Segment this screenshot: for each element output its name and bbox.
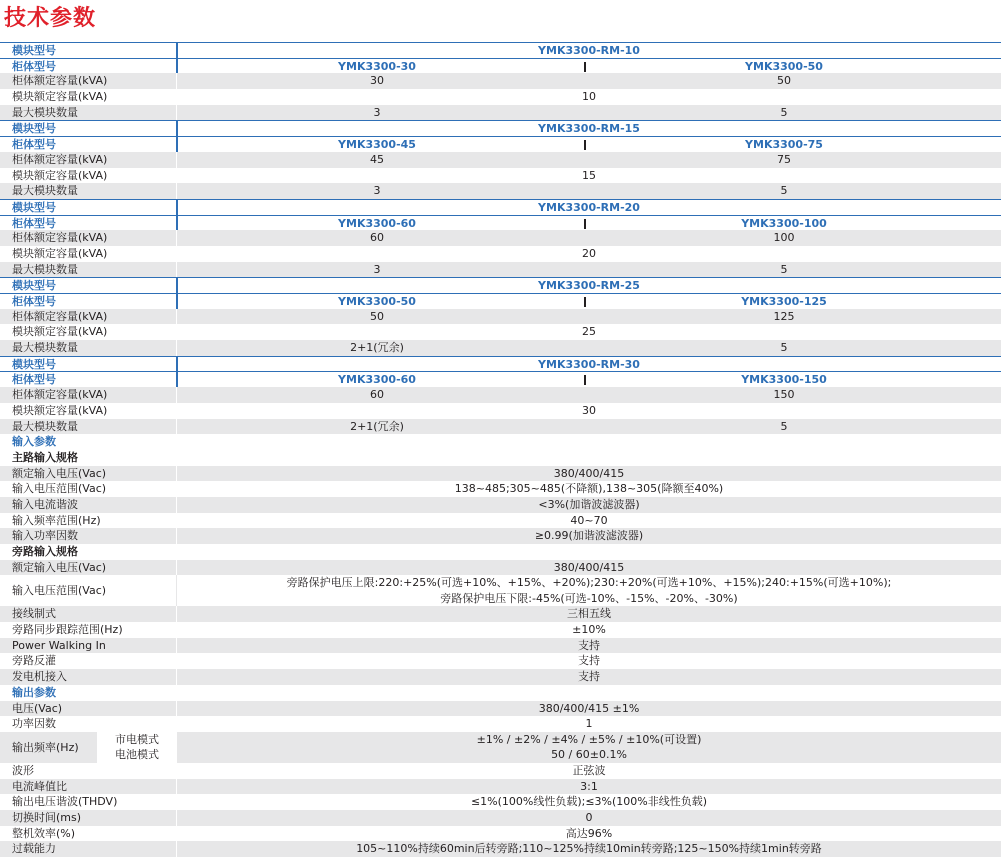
mains-mode-label: 市电模式 [115,732,159,746]
cabinet-model-label: 柜体型号 [12,59,56,73]
table-row [0,481,1001,497]
table-row [0,638,1001,654]
cabinet-capacity-right: 150 [773,388,795,402]
max-modules-right: 5 [780,419,788,433]
cabinet-model-label: 柜体型号 [12,138,56,152]
table-row [0,466,1001,482]
table-row [0,560,1001,576]
row-label: 接线制式 [12,607,56,621]
table-row [0,528,1001,544]
table-row [0,262,1001,278]
row-label: 发电机接入 [12,670,67,684]
row-value: 支持 [578,638,600,652]
row-label: 功率因数 [12,717,56,731]
row-value: 支持 [578,670,600,684]
row-value: <3%(加谐波滤波器) [538,497,640,511]
row-label: 额定输入电压(Vac) [12,466,107,480]
row-label: 模块额定容量(kVA) [12,246,108,260]
row-label: 输出电压谐波(THDV) [12,795,118,809]
cabinet-model-row [0,58,1001,74]
row-label: 电流峰值比 [12,779,67,793]
page-title: 技术参数 [4,6,97,31]
table-row [0,606,1001,622]
max-modules-left: 2+1(冗余) [350,341,404,355]
row-value: 1 [585,717,593,731]
row-value: 三相五线 [567,607,611,621]
max-modules-right: 5 [780,341,788,355]
module-model-label: 模块型号 [12,279,56,293]
cabinet-capacity-right: 125 [773,309,795,323]
output-heading: 输出参数 [12,685,56,699]
module-model-row [0,42,1001,58]
table-row [0,183,1001,199]
table-row [0,841,1001,857]
row-value: 支持 [578,654,600,668]
subsection-heading-main [0,450,1001,466]
table-row [0,794,1001,810]
table-row [0,105,1001,121]
cabinet-model-row [0,136,1001,152]
cabinet-model-right: YMK3300-125 [741,295,827,308]
cabinet-model-left: YMK3300-45 [338,138,416,152]
row-label: 模块额定容量(kVA) [12,403,108,417]
cabinet-model-label: 柜体型号 [12,373,56,387]
row-value: 40~70 [570,513,608,527]
cabinet-model-right: YMK3300-100 [741,216,827,230]
table-row [0,403,1001,419]
table-row [0,89,1001,105]
row-value: 380/400/415 ±1% [538,701,640,715]
max-modules-right: 5 [780,105,788,119]
cabinet-model-row [0,293,1001,309]
cabinet-model-row [0,215,1001,231]
cabinet-model-left: YMK3300-60 [338,216,416,230]
module-model-value: YMK3300-RM-30 [538,357,640,371]
cabinet-capacity-right: 75 [777,152,791,166]
row-value: 105~110%持续60min后转旁路;110~125%持续10min转旁路;125~150%持续1min转旁路 [356,842,822,856]
module-model-row [0,356,1001,372]
row-label: 波形 [12,763,34,777]
output-frequency-row [0,732,1001,763]
max-modules-left: 3 [373,184,381,198]
section-heading-input [0,434,1001,450]
row-label: 电压(Vac) [12,701,63,715]
table-row [0,653,1001,669]
table-row [0,701,1001,717]
row-label: 输出频率(Hz) [12,740,79,754]
row-label: 模块额定容量(kVA) [12,168,108,182]
row-label: 最大模块数量 [12,341,78,355]
cabinet-model-left: YMK3300-50 [338,295,416,308]
row-value: 3:1 [580,779,598,793]
cabinet-capacity-left: 50 [370,309,384,323]
table-row [0,575,1001,606]
row-label: Power Walking In [12,638,106,652]
table-row [0,387,1001,403]
section-heading-output [0,685,1001,701]
battery-mode-label: 电池模式 [115,748,159,762]
bypass-input-rows [0,606,1001,684]
row-label: 整机效率(%) [12,826,76,840]
table-row [0,622,1001,638]
input-heading: 输入参数 [12,435,56,449]
row-label: 柜体额定容量(kVA) [12,74,108,88]
module-model-row [0,120,1001,136]
module-model-row [0,277,1001,293]
battery-mode-value: 50 / 60±0.1% [551,748,627,762]
module-model-value: YMK3300-RM-20 [538,200,640,214]
table-row [0,779,1001,795]
cabinet-model-label: 柜体型号 [12,295,56,308]
row-value: 380/400/415 [553,560,625,574]
row-label: 柜体额定容量(kVA) [12,152,108,166]
row-label: 输入电流谐波 [12,497,78,511]
row-label: 最大模块数量 [12,262,78,276]
model-groups [0,42,1001,434]
module-capacity-value: 15 [582,168,596,182]
table-row [0,810,1001,826]
row-label: 过载能力 [12,842,56,856]
table-row [0,497,1001,513]
output-rows [0,763,1001,857]
row-label: 柜体额定容量(kVA) [12,388,108,402]
cabinet-capacity-left: 45 [370,152,384,166]
module-capacity-value: 30 [582,403,596,417]
main-input-heading: 主路输入规格 [12,450,78,464]
module-model-label: 模块型号 [12,200,56,214]
main-input-rows [0,466,1001,544]
cabinet-model-right: YMK3300-75 [745,138,823,152]
module-model-label: 模块型号 [12,122,56,136]
max-modules-left: 2+1(冗余) [350,419,404,433]
row-label: 输入功率因数 [12,529,78,543]
table-row [0,324,1001,340]
max-modules-left: 3 [373,105,381,119]
module-model-row [0,199,1001,215]
row-value [177,575,1001,606]
table-row [0,669,1001,685]
row-label: 旁路同步跟踪范围(Hz) [12,623,123,637]
row-label: 模块额定容量(kVA) [12,325,108,339]
row-value: ±10% [572,623,606,637]
row-label: 柜体额定容量(kVA) [12,309,108,323]
table-row [0,763,1001,779]
cabinet-model-right: YMK3300-50 [745,59,823,73]
max-modules-right: 5 [780,262,788,276]
table-row [0,73,1001,89]
module-capacity-value: 10 [582,90,596,104]
max-modules-right: 5 [780,184,788,198]
spec-table [0,42,1001,857]
row-value: ≥0.99(加谐波滤波器) [534,529,644,543]
table-row [0,826,1001,842]
cabinet-capacity-left: 30 [370,74,384,88]
row-label: 最大模块数量 [12,184,78,198]
mains-mode-value: ±1% / ±2% / ±4% / ±5% / ±10%(可设置) [476,732,702,746]
cabinet-capacity-left: 60 [370,388,384,402]
row-value [177,732,1001,763]
subsection-heading-bypass [0,544,1001,560]
bypass-range-line2: 旁路保护电压下限:-45%(可选-10%、-15%、-20%、-30%) [440,591,738,605]
row-value: 380/400/415 [553,466,625,480]
table-row [0,246,1001,262]
cabinet-capacity-right: 100 [773,231,795,245]
module-model-value: YMK3300-RM-25 [538,279,640,293]
module-capacity-value: 25 [582,325,596,339]
module-model-value: YMK3300-RM-10 [538,44,640,57]
table-row [0,716,1001,732]
table-row [0,419,1001,435]
row-label: 额定输入电压(Vac) [12,560,107,574]
table-row [0,513,1001,529]
table-row [0,309,1001,325]
cabinet-model-right: YMK3300-150 [741,373,827,387]
row-value: ≤1%(100%线性负载);≤3%(100%非线性负载) [470,795,708,809]
bypass-range-line1: 旁路保护电压上限:220:+25%(可选+10%、+15%、+20%);230:+20%(可选+10%、+15%);240:+15%(可选+10%); [286,576,892,590]
cabinet-model-row [0,371,1001,387]
row-label: 输入电压范围(Vac) [12,584,107,598]
row-label: 旁路反灌 [12,654,56,668]
bypass-input-heading: 旁路输入规格 [12,545,78,558]
row-value: 正弦波 [572,763,606,777]
max-modules-left: 3 [373,262,381,276]
module-model-label: 模块型号 [12,357,56,371]
row-value: 0 [585,810,593,824]
cabinet-model-left: YMK3300-60 [338,373,416,387]
row-label: 最大模块数量 [12,419,78,433]
cabinet-model-left: YMK3300-30 [338,59,416,73]
table-row [0,230,1001,246]
row-label: 切换时间(ms) [12,810,82,824]
cabinet-capacity-right: 50 [777,74,791,88]
table-row [0,340,1001,356]
row-label: 最大模块数量 [12,105,78,119]
row-label: 输入电压范围(Vac) [12,482,107,496]
row-label: 模块额定容量(kVA) [12,90,108,104]
row-value: 138~485;305~485(不降额),138~305(降额至40%) [454,482,724,496]
row-label: 输入频率范围(Hz) [12,513,101,527]
module-model-label: 模块型号 [12,44,56,57]
cabinet-capacity-left: 60 [370,231,384,245]
row-label: 柜体额定容量(kVA) [12,231,108,245]
module-model-value: YMK3300-RM-15 [538,122,640,136]
table-row [0,152,1001,168]
table-row [0,168,1001,184]
row-value: 高达96% [565,826,613,840]
module-capacity-value: 20 [582,246,596,260]
cabinet-model-label: 柜体型号 [12,216,56,230]
